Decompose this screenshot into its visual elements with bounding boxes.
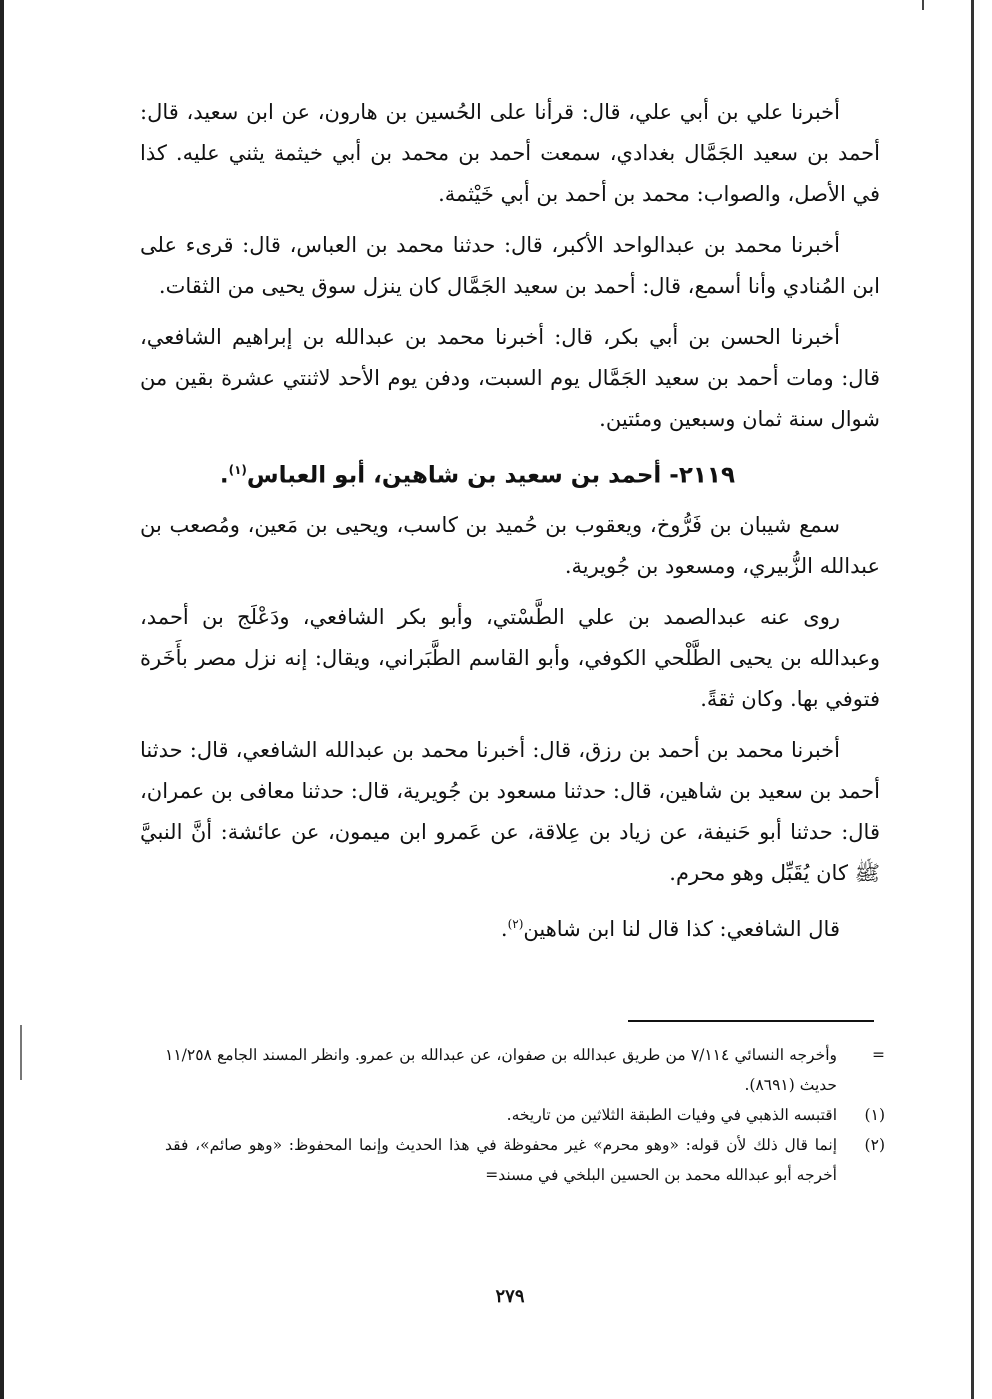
paragraph-7-text: قال الشافعي: كذا قال لنا ابن شاهين [523, 916, 840, 941]
paragraph-7: قال الشافعي: كذا قال لنا ابن شاهين$^{(٢)}$. [500, 916, 840, 941]
footnote-2 [165, 1130, 885, 1190]
footnote-1 [165, 1100, 885, 1130]
scan-edge-left [0, 0, 4, 1399]
scan-mark-top [922, 0, 924, 10]
scan-edge-right [971, 0, 974, 1399]
footnotes [165, 1040, 885, 1190]
entry-heading-text: ٢١١٩- أحمد بن سعيد بن شاهين، أبو العباس [246, 462, 735, 489]
entry-heading-note-ref: (١) [228, 463, 247, 477]
footnote-2-number: (٢) [864, 1136, 885, 1154]
paragraph-2: أخبرنا محمد بن عبدالواحد الأكبر، قال: حدثنا محمد بن العباس، قال: قرىء على ابن المُنادي وأنا أسمع، قال: أحمد بن سعيد الجَمَّال كان ينزل سوق يحيى من الثقات. [140, 233, 880, 298]
paragraph-5: روى عنه عبدالصمد بن علي الطَّسْتي، وأبو بكر الشافعي، ودَعْلَج بن أحمد، وعبدالله بن يحيى الطَّلْحي الكوفي، وأبو القاسم الطَّبَراني، ويقال: إنه نزل مصر بأَخَرة فتوفي بها. وكان ثقةً. [140, 604, 880, 711]
paragraph-3: أخبرنا الحسن بن أبي بكر، قال: أخبرنا محمد بن عبدالله بن إبراهيم الشافعي، قال: ومات أحمد بن سعيد الجَمَّال يوم السبت، ودفن يوم الأحد لاثنتي عشرة بقين من شوال سنة ثمان وسبعين ومئتين. [140, 325, 880, 431]
footnote-1-text: اقتبسه الذهبي في وفيات الطبقة الثلاثين من تاريخه. [506, 1106, 837, 1124]
footnote-continuation-text: وأخرجه النسائي ٧/١١٤ من طريق عبدالله بن صفوان، عن عبدالله بن عمرو. وانظر المسند الجامع ١١/٢٥٨ حديث (٨٦٩١). [165, 1046, 837, 1094]
main-text [140, 92, 880, 960]
footnote-rule [628, 1020, 874, 1022]
footnote-2-text: إنما قال ذلك لأن قوله: «وهو محرم» غير محفوظة في هذا الحديث وإنما المحفوظ: «وهو صائم»، فقد أخرجه أبو عبدالله محمد بن الحسين البلخي في مسند= [165, 1136, 837, 1184]
paragraph-4: سمع شيبان بن فَرُّوخ، ويعقوب بن حُميد بن كاسب، ويحيى بن مَعين، ومُصعب بن عبدالله الزُّبيري، ومسعود بن جُويرية. [140, 512, 880, 578]
footnote-continuation [165, 1040, 885, 1100]
entry-heading: ٢١١٩- أحمد بن سعيد بن شاهين، أبو العباس$^{(١)}$. [219, 462, 735, 489]
scan-mark-bottom [20, 1025, 22, 1080]
paragraph-1: أخبرنا علي بن أبي علي، قال: قرأنا على الحُسين بن هارون، عن ابن سعيد، قال: أحمد بن سعيد الجَمَّال بغدادي، سمعت أحمد بن محمد بن أبي خيثمة يثني عليه. كذا في الأصل، والصواب: محمد بن أحمد بن أبي خَيْثمة. [140, 100, 880, 206]
footnote-1-number: (١) [864, 1106, 885, 1124]
footnote-continuation-marker: = [872, 1046, 885, 1064]
paragraph-6: أخبرنا محمد بن أحمد بن رزق، قال: أخبرنا محمد بن عبدالله الشافعي، قال: حدثنا أحمد بن سعيد بن شاهين، قال: حدثنا مسعود بن جُويرية، قال: حدثنا معافى بن عمران، قال: حدثنا أبو حَنيفة، عن زياد بن عِلاقة، عن عَمرو ابن ميمون، عن عائشة: أنَّ النبيَّ ﷺ كان يُقَبِّل وهو محرم. [140, 737, 880, 885]
paragraph-7-note-ref: (٢) [507, 916, 524, 931]
page-number: ٢٧٩ [495, 1286, 525, 1307]
